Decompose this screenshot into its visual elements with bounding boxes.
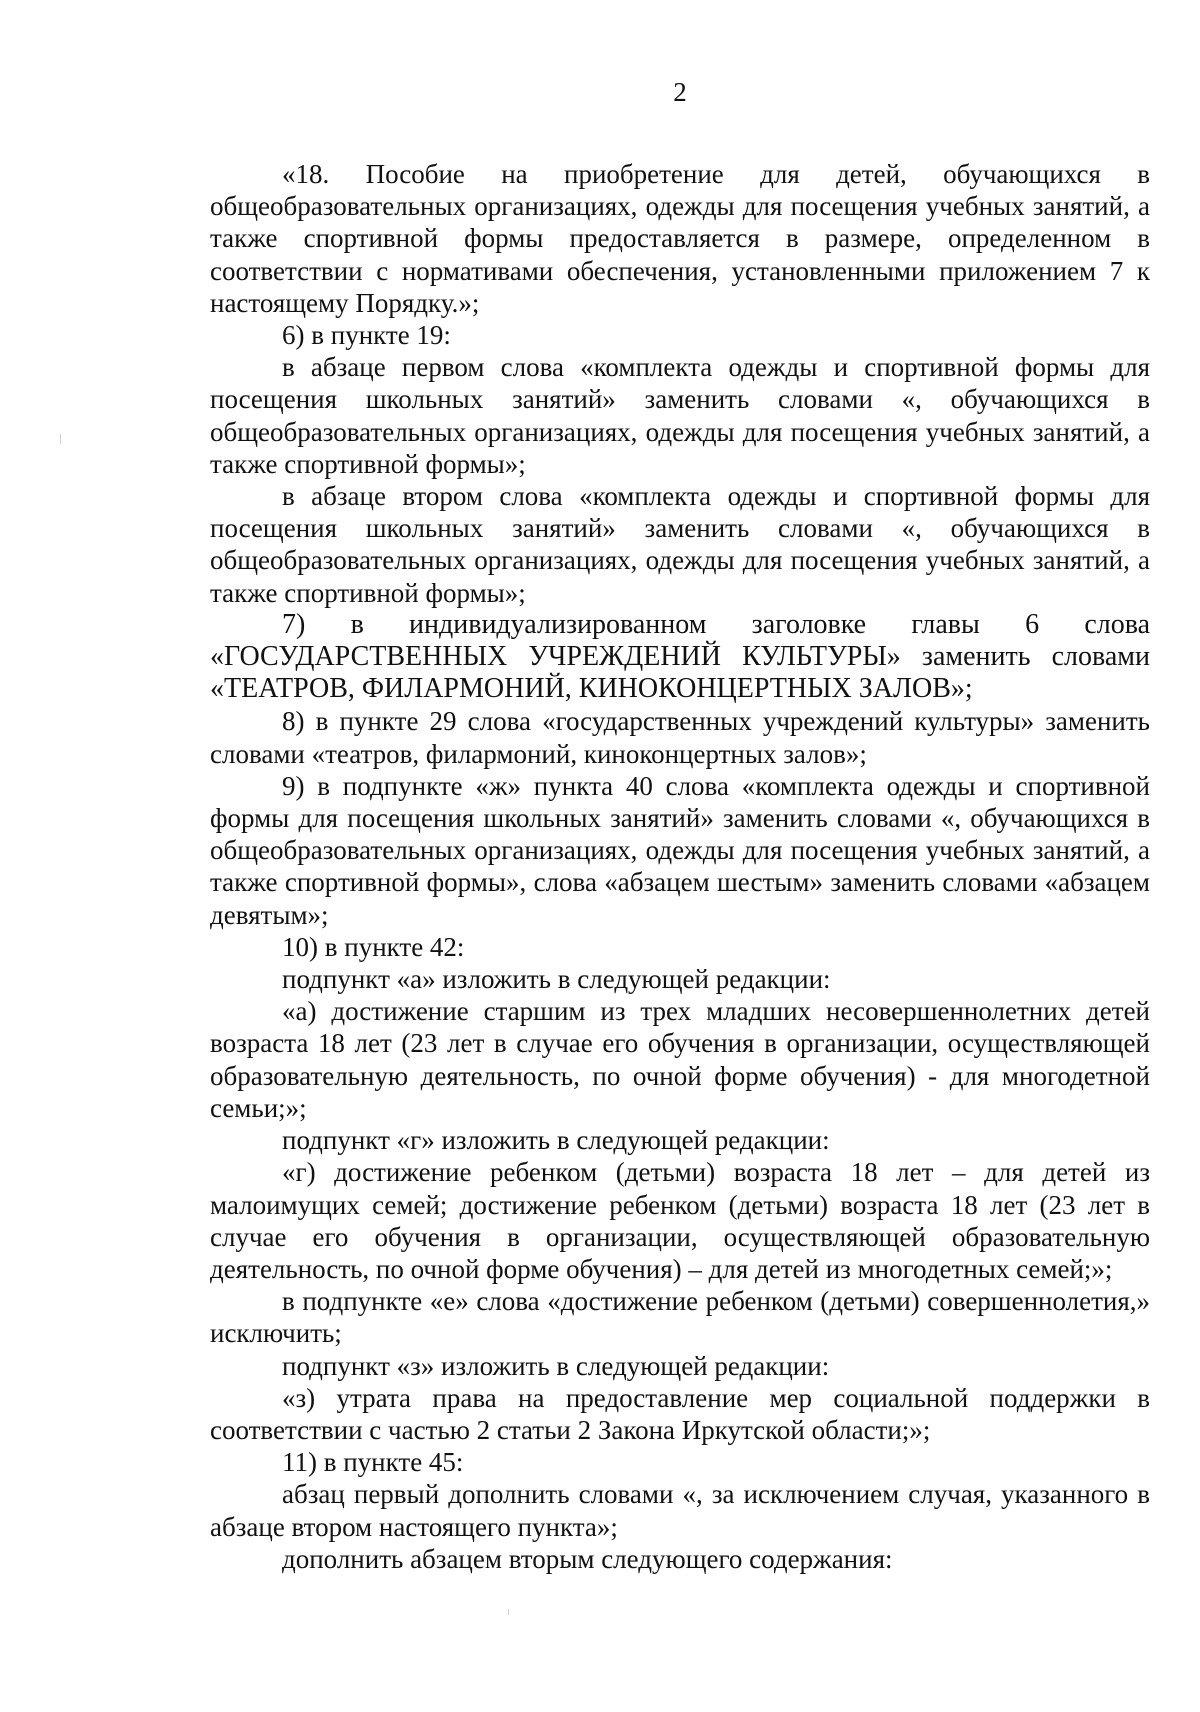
paragraph-subpoint-e: в подпункте «е» слова «достижение ребенком (детьми) совершеннолетия,» исключить; bbox=[210, 1286, 1150, 1349]
paragraph-point-9: 9) в подпункте «ж» пункта 40 слова «комплекта одежды и спортивной формы для посещения школьных занятий» заменить словами «, обучающихся в общеобразовательных организациях, одежды для посещения учебных занятий, а также спортивной формы», слова «абзацем шестым» заменить словами «абзацем девятым»; bbox=[210, 770, 1150, 930]
paragraph-item-18: «18. Пособие на приобретение для детей, обучающихся в общеобразовательных организациях, одежды для посещения учебных занятий, а также спортивной формы предоставляется в размере, определенном в соответствии с нормативами обеспечения, установленными приложением 7 к настоящему Порядку.»; bbox=[210, 159, 1150, 318]
paragraph-abzac-second-addition: дополнить абзацем вторым следующего содержания: bbox=[282, 1543, 893, 1574]
scan-artifact-mark bbox=[60, 434, 61, 444]
paragraph-subpoint-z-text: «з) утрата права на предоставление мер социальной поддержки в соответствии с частью 2 статьи 2 Закона Иркутской области;»; bbox=[210, 1382, 1150, 1445]
document-body bbox=[210, 158, 1150, 1575]
scan-artifact-mark bbox=[508, 1609, 509, 1615]
paragraph-abzac-first-addition: абзац первый дополнить словами «, за исключением случая, указанного в абзаце втором настоящего пункта»; bbox=[210, 1479, 1150, 1542]
paragraph-subpoint-a-text: «а) достижение старшим из трех младших несовершеннолетних детей возраста 18 лет (23 лет в случае его обучения в организации, осуществляющей образовательную деятельность, по очной форме обучения) - для многодетной семьи;»; bbox=[210, 996, 1150, 1123]
paragraph-point-7: 7) в индивидуализированном заголовке главы 6 слова «ГОСУДАРСТВЕННЫХ УЧРЕЖДЕНИЙ КУЛЬТУРЫ» заменить словами «ТЕАТРОВ, ФИЛАРМОНИЙ, КИНОКОНЦЕРТНЫХ ЗАЛОВ»; bbox=[210, 608, 1150, 705]
paragraph-point-11: 11) в пункте 45: bbox=[282, 1447, 464, 1478]
paragraph-point-10: 10) в пункте 42: bbox=[282, 931, 465, 962]
paragraph-first-abzac: в абзаце первом слова «комплекта одежды и спортивной формы для посещения школьных занятий» заменить словами «, обучающихся в общеобразовательных организациях, одежды для посещения учебных занятий, а также спортивной формы»; bbox=[210, 352, 1150, 479]
paragraph-subpoint-g-intro: подпункт «г» изложить в следующей редакции: bbox=[282, 1125, 830, 1156]
paragraph-point-6: 6) в пункте 19: bbox=[282, 320, 451, 351]
paragraph-point-8: 8) в пункте 29 слова «государственных учреждений культуры» заменить словами «театров, филармоний, киноконцертных залов»; bbox=[210, 706, 1150, 769]
paragraph-second-abzac: в абзаце втором слова «комплекта одежды и спортивной формы для посещения школьных занятий» заменить словами «, обучающихся в общеобразовательных организациях, одежды для посещения учебных занятий, а также спортивной формы»; bbox=[210, 481, 1150, 608]
page-number: 2 bbox=[673, 77, 687, 107]
paragraph-subpoint-a-intro: подпункт «а» изложить в следующей редакции: bbox=[282, 964, 831, 995]
paragraph-subpoint-g-text: «г) достижение ребенком (детьми) возраста 18 лет – для детей из малоимущих семей; достижение ребенком (детьми) возраста 18 лет (23 лет в случае его обучения в организации, осуществляющей образовательную деятельность, по очной форме обучения) – для детей из многодетных семей;»; bbox=[210, 1157, 1150, 1284]
paragraph-subpoint-z-intro: подпункт «з» изложить в следующей редакции: bbox=[282, 1350, 830, 1381]
